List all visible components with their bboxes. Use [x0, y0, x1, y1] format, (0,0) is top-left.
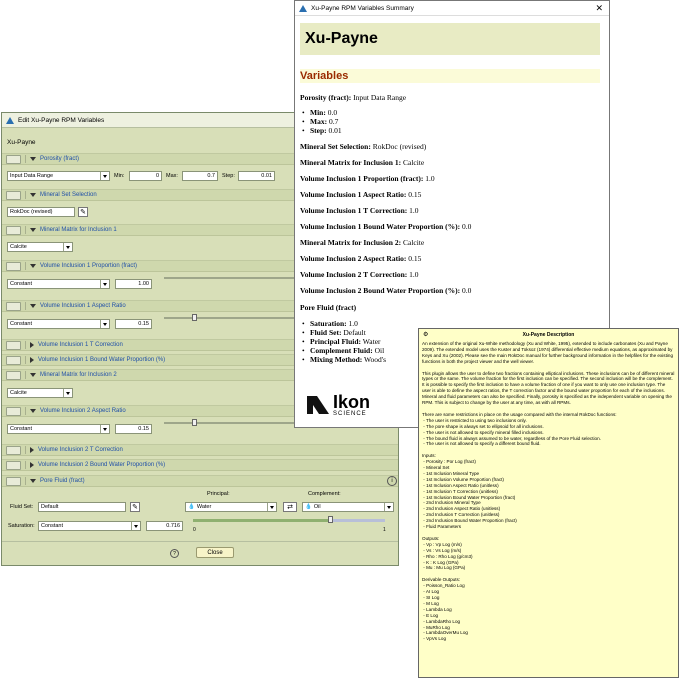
line-label: Volume Inclusion 2 T Correction:: [300, 270, 408, 279]
saturation-mode-value: Constant: [41, 523, 64, 529]
summary-line: [300, 206, 418, 215]
question-circle-icon[interactable]: ?: [170, 549, 179, 558]
collapse-arrow-icon[interactable]: [30, 447, 34, 453]
bw1-label: Volume Inclusion 1 Bound Water Proportion (%): [38, 357, 166, 363]
item-value: 0.01: [328, 126, 342, 135]
line-label: Volume Inclusion 1 Bound Water Proportion (%):: [300, 222, 461, 231]
item-label: Fluid Set:: [310, 328, 342, 337]
line-value: 0.0: [462, 222, 472, 231]
summary-fluid-item: [310, 319, 358, 328]
header-toggle-icon[interactable]: [6, 477, 21, 486]
summary-pore-fluid-heading: [300, 303, 356, 312]
line-value: 1.0: [409, 206, 419, 215]
pore-fluid-heading: Pore Fluid (fract): [300, 303, 357, 312]
description-text: An extension of the original Xu-White methodology (Xu and White, 1995), extended to include carbonates (Xu and Payne 2009). The extended model uses the Kuster and Toksoz (1974) differential effective medium equations, as approximated by Keys and Xu (2002). Please see the main RokDoc manual for further background information in the helpfiles for the existing functions in both the project viewer and the well viewer. This plugin allows the user to define two fractions containing elliptical inclusions. These inclusions can be of different mineral types or the same. The volume fraction for the first inclusion can be specified. The second inclusion will be the complement. It is possible to specify the first inclusion to have a volume fraction of one if you want to only use one inclusion type. The user is able to define the aspect ratios, the T correction factor and the bound water proportion for each of the inclusions. Mineral and fluid parameters can also be specified. Finally, porosity is specified as the independent variable on opening the RPM. This is subject to change by the user at any time, as with all RPMs. There are some restrictions in place on the usage compared with the internal RokDoc functions: - The user is restricted to using two inclusions only. - The pore shape is always set to ellipsoid for all inclusions. - The user is not allowed to specify mineral filled inclusions. - The bound fluid is always assumed to be water, regardless of the Pore Fluid selection. - The user is not allowed to specify a different bound fluid. Inputs: - Porosity : Por Log (fract) - Mineral Set - 1st Inclusion Mineral Type - 1st Inclusion Volume Proportion (fract) - 1st Inclusion Aspect Ratio (unitless) - 1st Inclusion T Correction (unitless) - 1st Inclusion Bound Water Proportion (fract) - 2nd Inclusion Mineral Type - 2nd Inclusion Aspect Ratio (unitless) - 2nd Inclusion T Correction (unitless) - 2nd Inclusion Bound Water Proportion (fract) - Fluid Parameters Outputs: - Vp : Vp Log (m/s) - Vs : Vs Log (m/s) - Rho : Rho Log (g/cm3) - K : K Log (GPa) - Mu : Mu Log (GPa) Derivable Outputs: - Poisson_Ratio Log - AI Log - SI Log - M Log - Lambda Log - E Log - LambdaRho Log - MuRho Log - LambdaOverMu Log - VpVs Log: [422, 341, 675, 642]
line-value: 0.15: [408, 190, 422, 199]
min-label: Min:: [114, 173, 125, 179]
aspect2-mode-value: Constant: [10, 426, 33, 432]
mineral2-label: Mineral Matrix for Inclusion 2: [40, 372, 117, 378]
saturation-slider-fill: [193, 519, 330, 522]
item-value: Wood's: [364, 355, 387, 364]
mineral2-value: Calcite: [10, 390, 27, 396]
summary-line: [300, 270, 418, 279]
chevron-down-icon[interactable]: [100, 425, 109, 433]
header-toggle-icon[interactable]: [6, 461, 21, 470]
porosity-unit: (fract): [63, 156, 80, 162]
item-label: Principal Fluid:: [310, 337, 362, 346]
vol1-mode-select[interactable]: [7, 279, 110, 289]
summary-body: [300, 23, 600, 83]
chevron-down-icon[interactable]: [63, 389, 72, 397]
porosity-step-value: 0.01: [261, 173, 272, 179]
expand-arrow-icon[interactable]: [30, 409, 36, 413]
expand-arrow-icon[interactable]: [30, 193, 36, 197]
principal-fluid-select[interactable]: [185, 502, 277, 512]
line-value: 1.0: [425, 174, 435, 183]
expand-arrow-icon[interactable]: [30, 304, 36, 308]
header-toggle-icon[interactable]: [6, 262, 21, 271]
porosity-min-value: 0: [155, 173, 159, 179]
close-icon[interactable]: ✕: [595, 3, 603, 13]
logo-text-block: [333, 393, 370, 417]
line-label: Mineral Set Selection:: [300, 142, 371, 151]
porosity-min-input[interactable]: [129, 171, 162, 181]
saturation-mode-select[interactable]: [38, 521, 141, 531]
aspect1-mode-value: Constant: [10, 321, 33, 327]
header-toggle-icon[interactable]: [6, 302, 21, 311]
vol1-label: Volume Inclusion 1 Proportion: [40, 263, 120, 269]
line-value: 1.0: [409, 270, 419, 279]
line-label: Mineral Matrix for Inclusion 1:: [300, 158, 402, 167]
expand-arrow-icon[interactable]: [30, 228, 36, 232]
swap-fluids-icon[interactable]: ⇄: [283, 502, 297, 512]
summary-subheading: Variables: [300, 69, 600, 83]
aspect2-value: 0.15: [138, 426, 149, 432]
collapse-arrow-icon[interactable]: [30, 357, 34, 363]
tcorr2-section-header[interactable]: [2, 444, 398, 456]
description-window: [418, 328, 679, 678]
summary-step: [310, 126, 342, 135]
chevron-down-icon[interactable]: [131, 522, 140, 530]
step-label: Step:: [222, 173, 235, 179]
ikon-logo-icon: [307, 394, 329, 416]
item-label: Saturation:: [310, 319, 347, 328]
porosity-mode-value: Input Data Range: [10, 173, 54, 179]
fluid-set-label: Fluid Set:: [10, 504, 34, 510]
line-label: Mineral Matrix for Inclusion 2:: [300, 238, 402, 247]
aspect2-label: Volume Inclusion 2 Aspect Ratio: [40, 408, 126, 414]
vol1-mode-value: Constant: [10, 281, 33, 287]
header-toggle-icon[interactable]: [6, 407, 21, 416]
summary-line: [300, 286, 471, 295]
header-toggle-icon[interactable]: [6, 341, 21, 350]
summary-fluid-item: [310, 328, 366, 337]
mineral2-select[interactable]: [7, 388, 73, 398]
app-logo-icon: [6, 117, 14, 124]
aspect1-value-input[interactable]: [115, 319, 152, 329]
expand-arrow-icon[interactable]: [30, 479, 36, 483]
mineral-set-field: [7, 207, 75, 217]
saturation-label: Saturation:: [8, 523, 35, 529]
summary-line: [300, 190, 421, 199]
item-label: Complement Fluid:: [310, 346, 373, 355]
summary-line: [300, 174, 435, 183]
bw2-label: Volume Inclusion 2 Bound Water Proportion (%): [38, 462, 166, 468]
item-value: 0.0: [327, 108, 338, 117]
saturation-value-input[interactable]: [146, 521, 183, 531]
summary-fluid-item: [310, 355, 386, 364]
summary-line: [300, 158, 424, 167]
principal-label: Principal:: [207, 491, 230, 497]
description-title: Xu-Payne Description: [522, 332, 575, 338]
item-label: Max:: [310, 117, 328, 126]
porosity-max-input[interactable]: [182, 171, 218, 181]
line-value: RokDoc (revised): [372, 142, 427, 151]
close-button[interactable]: Close: [196, 547, 234, 558]
porosity-value: Input Data Range: [353, 93, 407, 102]
summary-line: [300, 222, 471, 231]
header-toggle-icon[interactable]: [6, 155, 21, 164]
summary-line: [300, 142, 426, 151]
slider-min-label: 0: [193, 527, 196, 533]
vol1-value: 1.00: [138, 281, 149, 287]
fluid-set-field: [38, 502, 126, 512]
chevron-down-icon[interactable]: [100, 320, 109, 328]
porosity-step-input[interactable]: [238, 171, 275, 181]
saturation-value: 0.716: [166, 523, 180, 529]
line-label: Volume Inclusion 1 T Correction:: [300, 206, 408, 215]
header-toggle-icon[interactable]: [6, 226, 21, 235]
info-icon[interactable]: i: [387, 476, 397, 486]
line-label: Volume Inclusion 1 Proportion (fract):: [300, 174, 424, 183]
aspect2-value-input[interactable]: [115, 424, 152, 434]
pore-fluid-section-header[interactable]: [2, 475, 398, 487]
gear-icon[interactable]: ⚙: [423, 332, 429, 338]
header-toggle-icon[interactable]: [6, 191, 21, 200]
vol1-value-input[interactable]: [115, 279, 152, 289]
summary-fluid-item: [310, 337, 381, 346]
chevron-down-icon[interactable]: [100, 280, 109, 288]
porosity-mode-select[interactable]: [7, 171, 110, 181]
item-label: Mixing Method:: [310, 355, 363, 364]
mineral1-value: Calcite: [10, 244, 27, 250]
slider-max-label: 1: [383, 527, 386, 533]
edit-pencil-icon[interactable]: ✎: [78, 207, 88, 217]
edit-dialog-title: Edit Xu-Payne RPM Variables: [18, 116, 105, 124]
ikon-science-logo: [307, 393, 370, 417]
line-value: 0.0: [462, 286, 472, 295]
logo-sub: SCIENCE: [333, 411, 367, 417]
logo-text: Ikon: [333, 392, 371, 412]
summary-max: [310, 117, 338, 126]
saturation-slider-thumb[interactable]: [328, 516, 333, 523]
vol1-unit: (fract): [121, 263, 138, 269]
summary-title: Xu-Payne RPM Variables Summary: [311, 4, 414, 12]
chevron-down-icon[interactable]: [100, 172, 109, 180]
saturation-slider-track[interactable]: [193, 519, 385, 522]
chevron-down-icon[interactable]: [384, 503, 393, 511]
header-toggle-icon[interactable]: [6, 371, 21, 380]
aspect2-mode-select[interactable]: [7, 424, 110, 434]
item-label: Step:: [310, 126, 327, 135]
model-name: Xu-Payne: [7, 139, 36, 146]
summary-titlebar[interactable]: [295, 1, 609, 16]
mineral-set-value: RokDoc (revised): [10, 209, 53, 215]
aspect1-slider-thumb[interactable]: [192, 314, 197, 321]
oil-drop-icon: 💧: [305, 504, 312, 510]
porosity-label: Porosity: [40, 156, 62, 162]
complement-label: Complement:: [308, 491, 341, 497]
tcorr1-label: Volume Inclusion 1 T Correction: [38, 342, 123, 348]
aspect1-mode-select[interactable]: [7, 319, 110, 329]
item-value: Oil: [374, 346, 385, 355]
aspect1-label: Volume Inclusion 1 Aspect Ratio: [40, 303, 126, 309]
expand-arrow-icon[interactable]: [30, 157, 36, 161]
header-toggle-icon[interactable]: [6, 356, 21, 365]
porosity-max-value: 0.7: [207, 173, 215, 179]
mineral1-label: Mineral Matrix for Inclusion 1: [40, 227, 117, 233]
complement-fluid-select[interactable]: [302, 502, 394, 512]
header-toggle-icon[interactable]: [6, 446, 21, 455]
item-value: 1.0: [348, 319, 358, 328]
line-label: Volume Inclusion 2 Aspect Ratio:: [300, 254, 407, 263]
summary-min: [310, 108, 337, 117]
collapse-arrow-icon[interactable]: [30, 342, 34, 348]
max-label: Max:: [166, 173, 178, 179]
porosity-label: Porosity (fract):: [300, 93, 352, 102]
principal-value: Water: [196, 504, 212, 510]
edit-pencil-icon[interactable]: ✎: [130, 502, 140, 512]
tcorr2-label: Volume Inclusion 2 T Correction: [38, 447, 123, 453]
bw2-section-header[interactable]: [2, 459, 398, 471]
complement-value: Oil: [313, 504, 321, 510]
mineral1-select[interactable]: [7, 242, 73, 252]
summary-fluid-item: [310, 346, 384, 355]
line-value: Calcite: [402, 158, 425, 167]
chevron-down-icon[interactable]: [267, 503, 276, 511]
line-label: Volume Inclusion 2 Bound Water Proportion (%):: [300, 286, 461, 295]
fluid-set-value: Default: [41, 504, 59, 510]
footer-divider: [2, 541, 398, 542]
pore-fluid-label: Pore Fluid (fract): [40, 478, 85, 484]
app-logo-icon: [299, 5, 307, 12]
summary-porosity-line: [300, 93, 406, 102]
aspect1-value: 0.15: [138, 321, 149, 327]
expand-arrow-icon[interactable]: [30, 373, 36, 377]
line-value: 0.15: [408, 254, 422, 263]
collapse-arrow-icon[interactable]: [30, 462, 34, 468]
chevron-down-icon[interactable]: [63, 243, 72, 251]
item-value: Default: [343, 328, 366, 337]
summary-line: [300, 238, 424, 247]
summary-heading: Xu-Payne: [300, 23, 600, 55]
line-value: Calcite: [402, 238, 425, 247]
mineral-set-label: Mineral Set Selection: [40, 192, 97, 198]
expand-arrow-icon[interactable]: [30, 264, 36, 268]
item-label: Min:: [310, 108, 326, 117]
summary-line: [300, 254, 421, 263]
item-value: Water: [362, 337, 381, 346]
line-label: Volume Inclusion 1 Aspect Ratio:: [300, 190, 407, 199]
water-drop-icon: 💧: [188, 504, 195, 510]
aspect2-slider-thumb[interactable]: [192, 419, 197, 426]
item-value: 0.7: [328, 117, 339, 126]
